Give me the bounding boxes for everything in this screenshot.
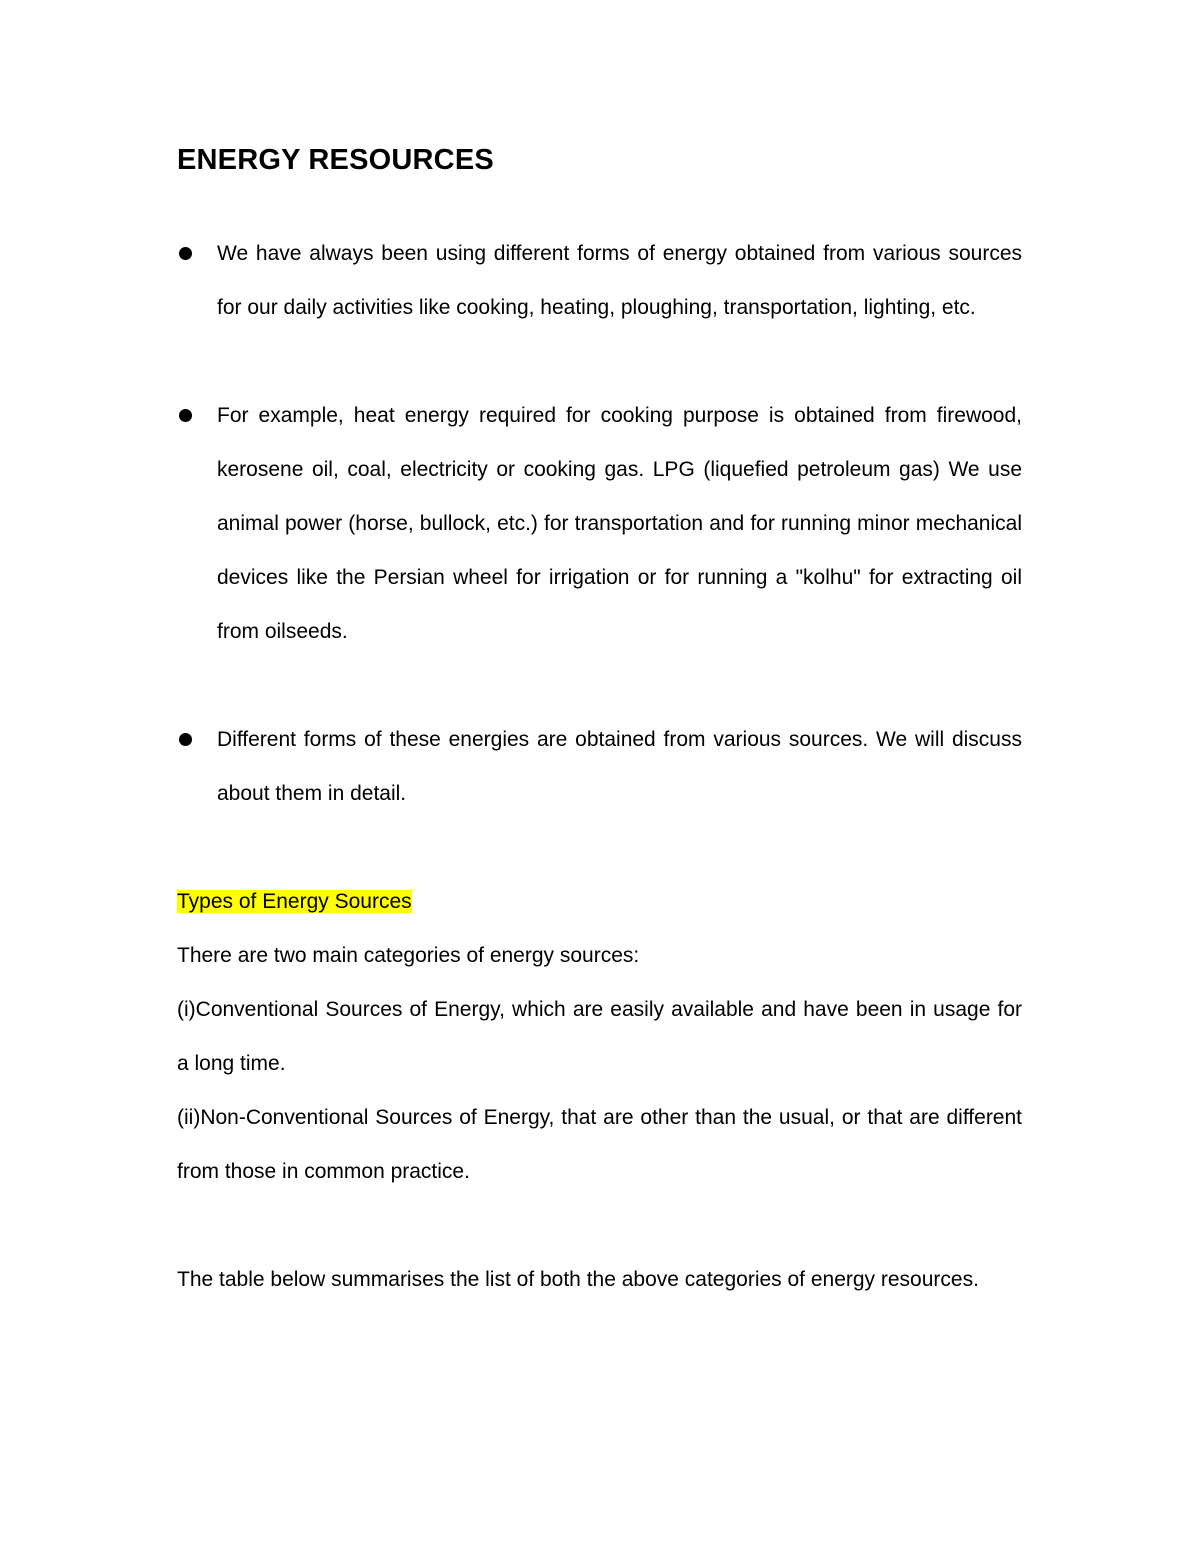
bullet-text: Different forms of these energies are obtained from various sources. We will discuss about them in detail. — [217, 728, 1022, 805]
bullet-item — [177, 713, 1022, 821]
bullet-dot-icon — [179, 247, 192, 260]
category-non-conventional: (ii)Non-Conventional Sources of Energy, that are other than the usual, or that are different from those in common practice. — [177, 1106, 1022, 1183]
bullet-dot-icon — [179, 733, 192, 746]
bullet-text: For example, heat energy required for cooking purpose is obtained from firewood, kerosene oil, coal, electricity or cooking gas. LPG (liquefied petroleum gas) We use animal power (horse, bullock, etc.) for transportation and for running minor mechanical devices like the Persian wheel for irrigation or for running a "kolhu" for extracting oil from oilseeds. — [217, 404, 1022, 643]
summary-paragraph: The table below summarises the list of both the above categories of energy resources. — [177, 1268, 979, 1291]
page-title: ENERGY RESOURCES — [177, 144, 494, 176]
bullet-list — [177, 227, 1022, 821]
bullet-item — [177, 227, 1022, 335]
bullet-item — [177, 389, 1022, 659]
bullet-text: We have always been using different forms of energy obtained from various sources for our daily activities like cooking, heating, ploughing, transportation, lighting, etc. — [217, 242, 1022, 319]
section-heading-line — [177, 875, 1022, 929]
section-heading: Types of Energy Sources — [177, 890, 412, 913]
category-conventional: (i)Conventional Sources of Energy, which are easily available and have been in usage for a long time. — [177, 998, 1022, 1075]
bullet-dot-icon — [179, 409, 192, 422]
intro-paragraph: There are two main categories of energy sources: — [177, 944, 640, 967]
